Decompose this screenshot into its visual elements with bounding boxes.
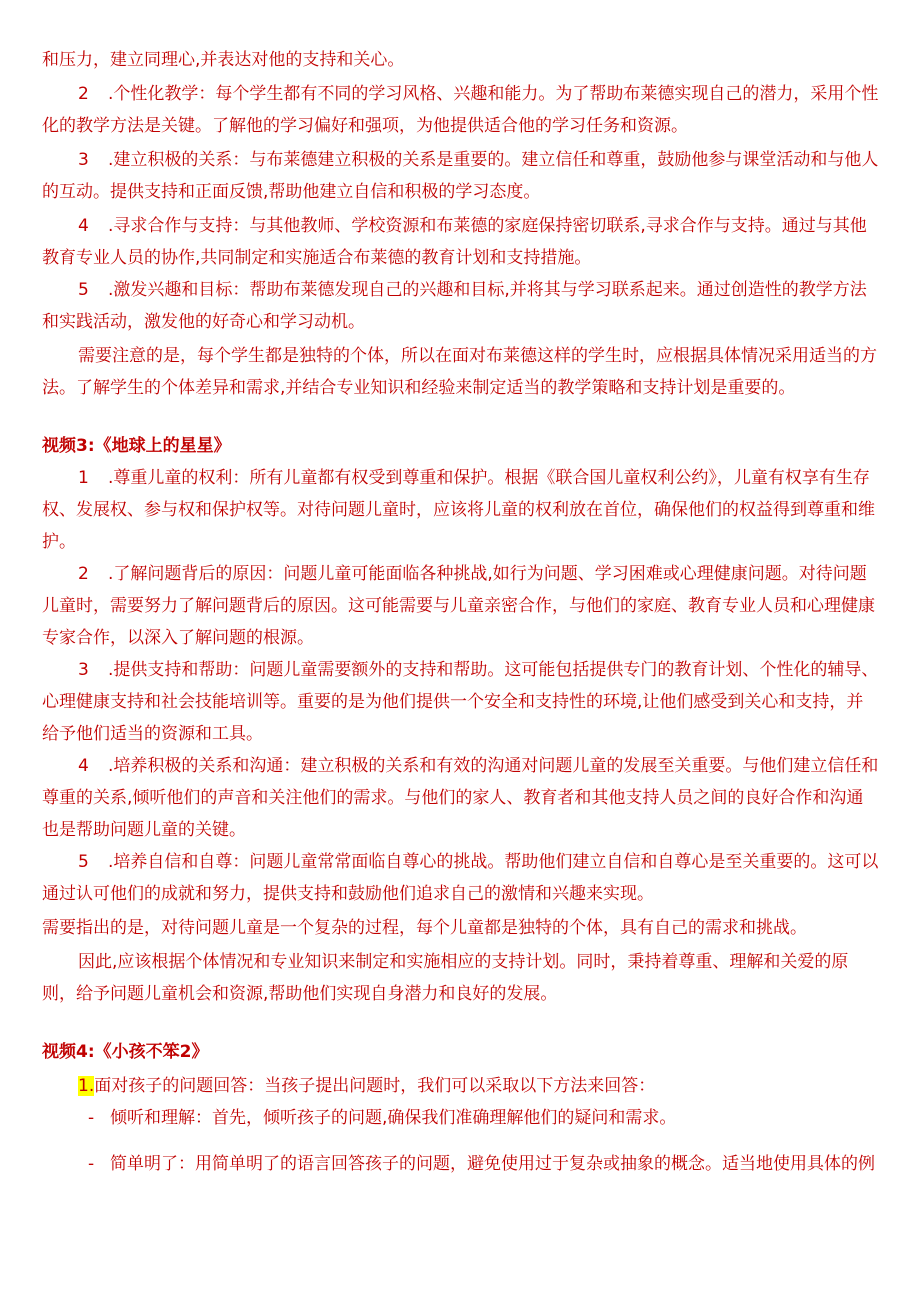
list-item: [42, 846, 880, 910]
item-text: .培养积极的关系和沟通：建立积极的关系和有效的沟通对问题儿童的发展至关重要。与他们建立信任和尊重的关系,倾听他们的声音和关注他们的需求。与他们的家人、教育者和其他支持人员之间的良好合作和沟通也是帮助问题儿童的关键。: [42, 756, 879, 840]
item-text: .了解问题背后的原因：问题儿童可能面临各种挑战,如行为问题、学习困难或心理健康问题。对待问题儿童时，需要努力了解问题背后的原因。这可能需要与儿童亲密合作，与他们的家庭、教育专业人员和心理健康专家合作，以深入了解问题的根源。: [42, 564, 875, 648]
item-text: .培养自信和自尊：问题儿童常常面临自尊心的挑战。帮助他们建立自信和自尊心是至关重要的。这可以通过认可他们的成就和努力，提供支持和鼓励他们追求自己的激情和兴趣来实现。: [42, 852, 879, 904]
video3-note-2: 因此,应该根据个体情况和专业知识来制定和实施相应的支持计划。同时，秉持着尊重、理解和关爱的原则，给予问题儿童机会和资源,帮助他们实现自身潜力和良好的发展。: [42, 952, 849, 1004]
list-item: [42, 210, 880, 274]
question-item: [78, 1070, 655, 1102]
item-number: 4: [78, 756, 89, 776]
item-text: .寻求合作与支持：与其他教师、学校资源和布莱德的家庭保持密切联系,寻求合作与支持。通过与其他教育专业人员的协作,共同制定和实施适合布莱德的教育计划和支持措施。: [42, 216, 867, 268]
list-item: [42, 144, 880, 208]
item-number: 4: [78, 216, 89, 236]
item-number: 2: [78, 564, 89, 584]
item-number: 5: [78, 280, 89, 300]
list-item: [42, 654, 880, 750]
list-item: [42, 78, 880, 142]
list-item: [42, 750, 880, 846]
list-item: [42, 462, 880, 558]
bullet-item: [88, 1148, 880, 1180]
item-text: .建立积极的关系：与布莱德建立积极的关系是重要的。建立信任和尊重，鼓励他参与课堂活动和与他人的互动。提供支持和正面反馈,帮助他建立自信和积极的学习态度。: [42, 150, 879, 202]
bullet-text: 简单明了：用简单明了的语言回答孩子的问题，避免使用过于复杂或抽象的概念。适当地使用具体的例: [110, 1154, 875, 1174]
dash-bullet: -: [88, 1108, 95, 1128]
item-text: .个性化教学：每个学生都有不同的学习风格、兴趣和能力。为了帮助布莱德实现自己的潜力，采用个性化的教学方法是关键。了解他的学习偏好和强项，为他提供适合他的学习任务和资源。: [42, 84, 879, 136]
item-number: 1: [78, 468, 89, 488]
intro-tail: 和压力，建立同理心,并表达对他的支持和关心。: [42, 50, 405, 70]
bullet-item: [88, 1102, 880, 1134]
item-text: .激发兴趣和目标：帮助布莱德发现自己的兴趣和目标,并将其与学习联系起来。通过创造性的教学方法和实践活动，激发他的好奇心和学习动机。: [42, 280, 867, 332]
list-item: [42, 274, 880, 338]
section2-note: 需要注意的是，每个学生都是独特的个体，所以在面对布莱德这样的学生时，应根据具体情况采用适当的方法。了解学生的个体差异和需求,并结合专业知识和经验来制定适当的教学策略和支持计划是重要的。: [42, 346, 877, 398]
video3-note-1: 需要指出的是，对待问题儿童是一个复杂的过程，每个儿童都是独特的个体，具有自己的需求和挑战。: [42, 918, 807, 938]
item-text: .尊重儿童的权利：所有儿童都有权受到尊重和保护。根据《联合国儿童权利公约》，儿童有权享有生存权、发展权、参与权和保护权等。对待问题儿童时，应该将儿童的权利放在首位，确保他们的权益得到尊重和维护。: [42, 468, 875, 552]
bullet-text: 倾听和理解：首先，倾听孩子的问题,确保我们准确理解他们的疑问和需求。: [110, 1108, 677, 1128]
video3-heading: 视频3:《地球上的星星》: [42, 436, 231, 456]
item-number: 2: [78, 84, 89, 104]
item-number: 3: [78, 660, 89, 680]
list-item: [42, 558, 880, 654]
highlighted-number: 1.: [78, 1076, 95, 1096]
item-number: 3: [78, 150, 89, 170]
dash-bullet: -: [88, 1154, 95, 1174]
question-text: 面对孩子的问题回答：当孩子提出问题时，我们可以采取以下方法来回答：: [94, 1076, 656, 1096]
item-text: .提供支持和帮助：问题儿童需要额外的支持和帮助。这可能包括提供专门的教育计划、个性化的辅导、心理健康支持和社会技能培训等。重要的是为他们提供一个安全和支持性的环境,让他们感受到关心和支持，并给予他们适当的资源和工具。: [42, 660, 879, 744]
video4-heading: 视频4:《小孩不笨2》: [42, 1042, 209, 1062]
item-number: 5: [78, 852, 89, 872]
